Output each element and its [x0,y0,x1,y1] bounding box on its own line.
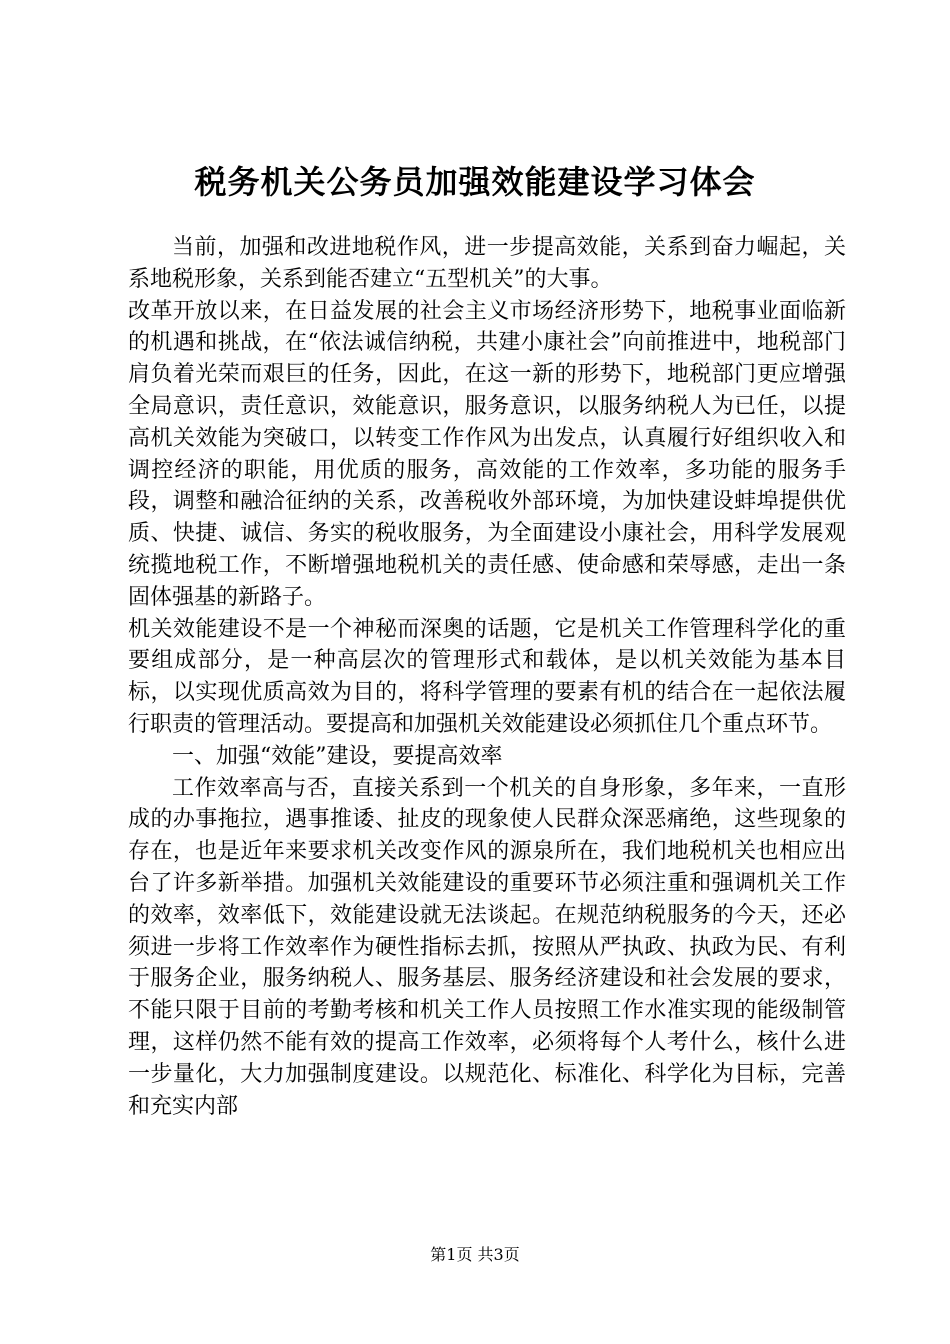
document-title: 税务机关公务员加强效能建设学习体会 [194,163,756,201]
paragraph-intro: 当前，加强和改进地税作风，进一步提高效能，关系到奋力崛起，关系地税形象，关系到能否建立“五型机关”的大事。 [128,235,846,292]
page-footer: 第1页 共3页 [430,1245,520,1264]
paragraph-reform: 改革开放以来，在日益发展的社会主义市场经济形势下，地税事业面临新的机遇和挑战，在“依法诚信纳税，共建小康社会”向前推进中，地税部门肩负着光荣而艰巨的任务，因此，在这一新的形势下，地税部门更应增强全局意识，责任意识，效能意识，服务意识，以服务纳税人为已任，以提高机关效能为突破口，以转变工作作风为出发点，认真履行好组织收入和调控经济的职能，用优质的服务，高效能的工作效率，多功能的服务手段，调整和融洽征纳的关系，改善税收外部环境，为加快建设蚌埠提供优质、快捷、诚信、务实的税收服务，为全面建设小康社会，用科学发展观统揽地税工作，不断增强地税机关的责任感、使命感和荣辱感，走出一条固体强基的新路子。 [128,298,846,610]
document-body [128,232,846,1122]
paragraph-efficiency-definition: 机关效能建设不是一个神秘而深奥的话题，它是机关工作管理科学化的重要组成部分，是一种高层次的管理形式和载体，是以机关效能为基本目标，以实现优质高效为目的，将科学管理的要素有机的结合在一起依法履行职责的管理活动。要提高和加强机关效能建设必须抓住几个重点环节。 [128,616,846,737]
paragraph-work-efficiency: 工作效率高与否，直接关系到一个机关的自身形象，多年来，一直形成的办事拖拉，遇事推诿、扯皮的现象使人民群众深恶痛绝，这些现象的存在，也是近年来要求机关改变作风的源泉所在，我们地税机关也相应出台了许多新举措。加强机关效能建设的重要环节必须注重和强调机关工作的效率，效率低下，效能建设就无法谈起。在规范纳税服务的今天，还必须进一步将工作效率作为硬性指标去抓，按照从严执政、执政为民、有利于服务企业，服务纳税人、服务基层、服务经济建设和社会发展的要求，不能只限于目前的考勤考核和机关工作人员按照工作水准实现的能级制管理，这样仍然不能有效的提高工作效率，必须将每个人考什么，核什么进一步量化，大力加强制度建设。以规范化、标准化、科学化为目标，完善和充实内部 [128,775,846,1119]
section-heading-1: 一、加强“效能”建设，要提高效率 [172,743,503,769]
